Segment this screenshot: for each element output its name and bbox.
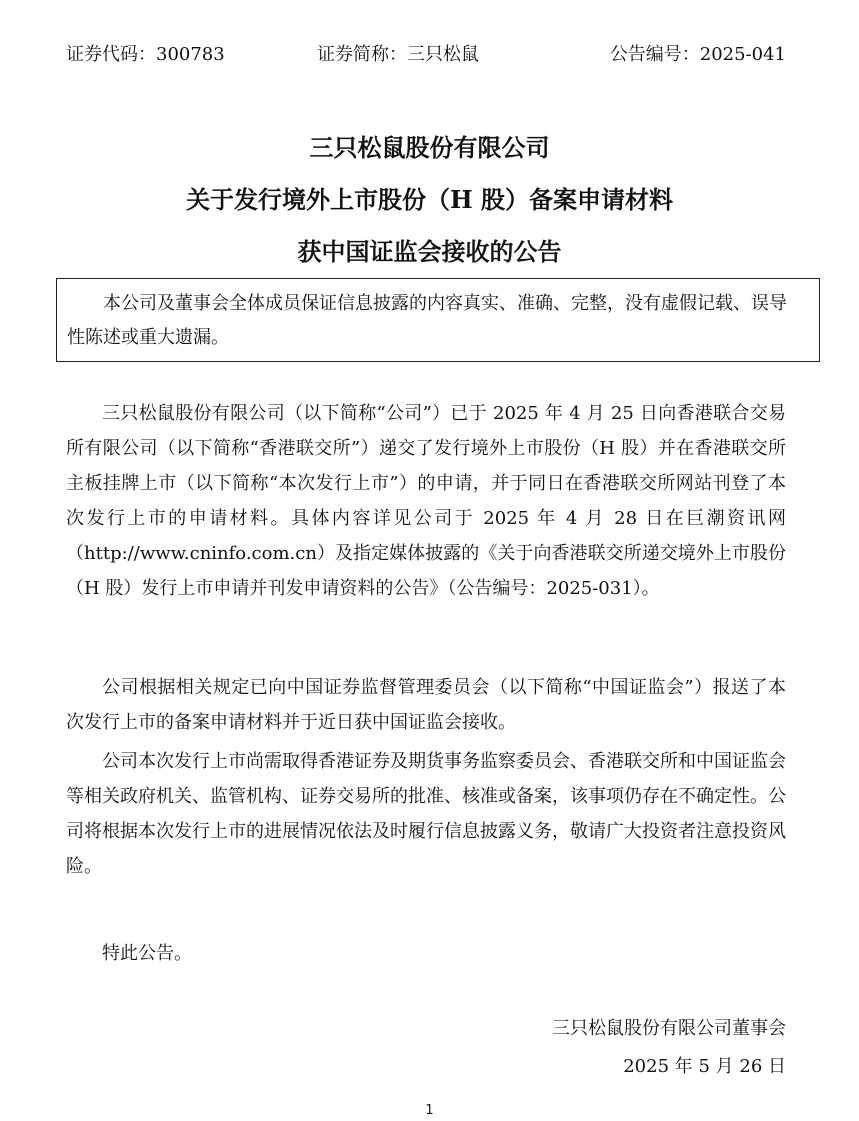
signature-company: 三只松鼠股份有限公司董事会 <box>552 1018 786 1039</box>
disclosure-notice-text: 本公司及董事会全体成员保证信息披露的内容真实、准确、完整，没有虚假记载、误导性陈述或重大遗漏。 <box>67 293 787 348</box>
body-paragraph-2: 公司根据相关规定已向中国证券监督管理委员会（以下简称“中国证监会”）报送了本次发行上市的备案申请材料并于近日获中国证监会接收。 <box>66 677 786 733</box>
stock-short-name: 证券简称：三只松鼠 <box>317 44 479 65</box>
document-header <box>66 40 786 68</box>
body-paragraph-3: 公司本次发行上市尚需取得香港证券及期货事务监察委员会、香港联交所和中国证监会等相关政府机关、监管机构、证券交易所的批准、核准或备案，该事项仍存在不确定性。公司将根据本次发行上市的进展情况依法及时履行信息披露义务，敬请广大投资者注意投资风险。 <box>66 751 786 877</box>
disclosure-notice-box <box>56 278 820 362</box>
title-subject: 关于发行境外上市股份（H 股）备案申请材料 <box>185 185 674 214</box>
body-paragraph-1: 三只松鼠股份有限公司（以下简称“公司”）已于 2025 年 4 月 25 日向香港联合交易所有限公司（以下简称“香港联交所”）递交了发行境外上市股份（H 股）并在香港联交所主板挂牌上市（以下简称“本次发行上市”）的申请，并于同日在香港联交所网站刊登了本次发行上市的申请材料。具体内容详见公司于 2025 年 4 月 28 日在巨潮资讯网（http://www.cninfo.com.cn）及指定媒体披露的《关于向香港联交所递交境外上市股份（H 股）发行上市申请并刊发申请资料的公告》（公告编号：2025-031）。 <box>66 403 786 599</box>
signature-date: 2025 年 5 月 26 日 <box>623 1056 786 1077</box>
page-number: 1 <box>425 1103 434 1118</box>
closing-statement: 特此公告。 <box>102 943 192 964</box>
stock-code: 证券代码：300783 <box>66 44 225 65</box>
title-company: 三只松鼠股份有限公司 <box>309 133 550 162</box>
title-subject-continued: 获中国证监会接收的公告 <box>297 237 562 266</box>
announcement-number: 公告编号：2025-041 <box>609 44 786 65</box>
